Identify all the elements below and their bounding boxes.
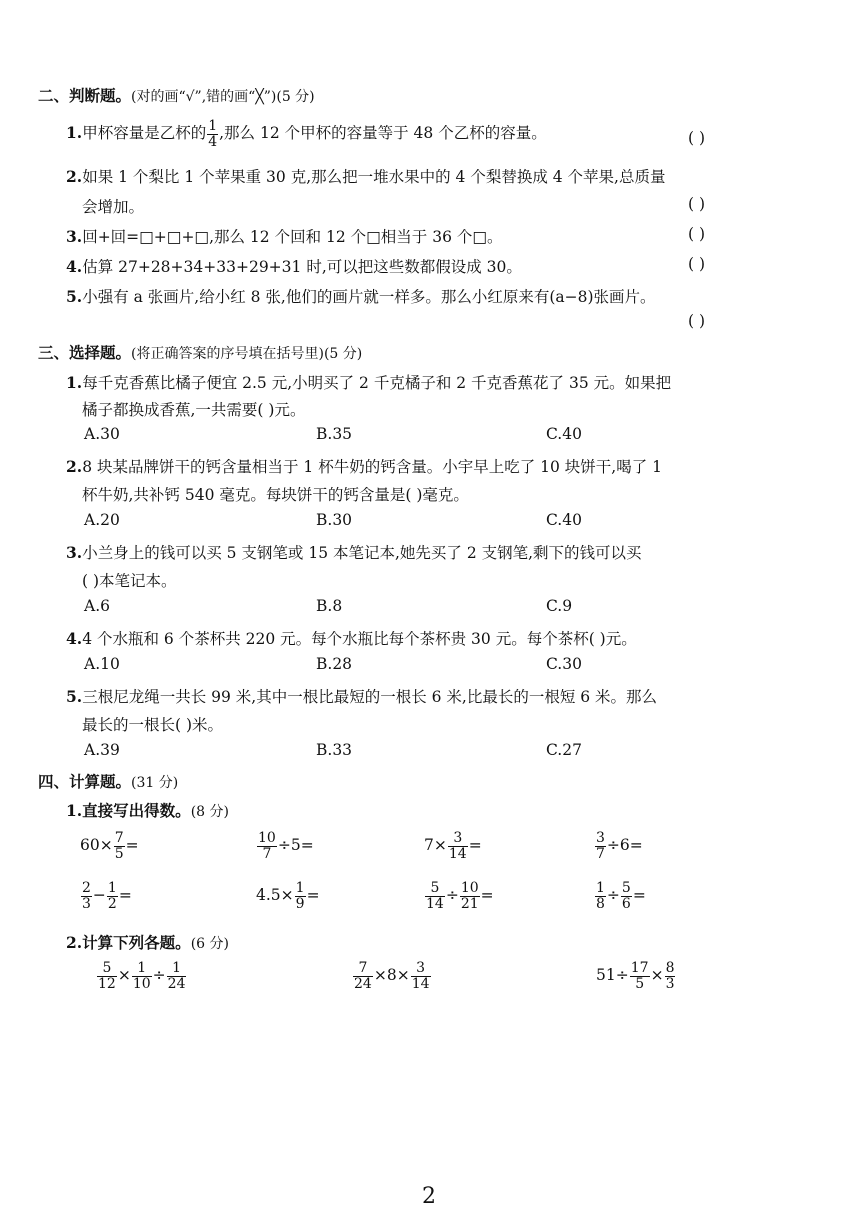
option-c[interactable]: C.40 [546, 511, 582, 529]
judge-question-1 [66, 119, 547, 149]
question-number: 4. [66, 257, 83, 276]
option-b[interactable]: B.8 [316, 597, 343, 615]
expression: 51÷ $\frac{17}{5}$ × $\frac{8}{3}$ [596, 960, 675, 992]
answer-parentheses[interactable]: ( ) [688, 255, 706, 273]
expression: 60× $\frac{7}{5}$ = [80, 830, 139, 862]
section-4-title: 四、计算题。 [38, 772, 132, 791]
choice-question-5 [66, 685, 657, 707]
choice-question-2 [66, 455, 662, 477]
choice-question-1-line-2: 橘子都换成香蕉,一共需要( )元。 [82, 401, 306, 419]
option-c[interactable]: C.30 [546, 655, 582, 673]
option-b[interactable]: B.28 [316, 655, 353, 673]
option-a[interactable]: A.30 [84, 425, 120, 443]
judge-question-2-line-2: 会增加。 [82, 198, 145, 216]
option-b[interactable]: B.35 [316, 425, 353, 443]
question-number: 2. [66, 457, 83, 476]
option-a[interactable]: A.39 [84, 741, 120, 759]
choice-question-3-line-2: ( )本笔记本。 [82, 572, 177, 590]
expression: 4.5× $\frac{1}{9}$ = [256, 880, 320, 912]
answer-parentheses[interactable]: ( ) [688, 312, 706, 330]
section-4-heading [38, 770, 178, 792]
fraction: $\frac{1}{4}$ [208, 118, 218, 150]
question-number: 1. [66, 373, 83, 392]
question-text: 估算 27+28+34+33+29+31 时,可以把这些数都假设成 30。 [82, 258, 522, 276]
expression: $\frac{10}{7}$ ÷5= [258, 830, 314, 862]
judge-question-3 [66, 225, 503, 247]
option-b[interactable]: B.30 [316, 511, 353, 529]
part-1-heading [66, 799, 229, 821]
question-number: 1. [66, 123, 83, 143]
option-c[interactable]: C.40 [546, 425, 582, 443]
question-text: ,那么 12 个甲杯的容量等于 48 个乙杯的容量。 [219, 124, 547, 143]
choice-question-2-line-2: 杯牛奶,共补钙 540 毫克。每块饼干的钙含量是( )毫克。 [82, 486, 469, 504]
part-1-label: 1.直接写出得数。 [66, 801, 191, 820]
question-number: 3. [66, 227, 83, 246]
question-text: 小兰身上的钱可以买 5 支钢笔或 15 本笔记本,她先买了 2 支钢笔,剩下的钱可以买 [82, 544, 642, 562]
part-2-label: 2.计算下列各题。 [66, 933, 191, 952]
answer-parentheses[interactable]: ( ) [688, 129, 706, 147]
question-text: 三根尼龙绳一共长 99 米,其中一根比最短的一根长 6 米,比最长的一根短 6 米。那么 [82, 688, 658, 706]
section-3-title: 三、选择题。 [38, 343, 132, 362]
expression: $\frac{7}{24}$ ×8× $\frac{3}{14}$ [354, 960, 430, 992]
section-3-note: (将正确答案的序号填在括号里)(5 分) [131, 346, 363, 362]
option-c[interactable]: C.27 [546, 741, 582, 759]
question-text: 小强有 a 张画片,给小红 8 张,他们的画片就一样多。那么小红原来有(a−8)张画片。 [82, 288, 656, 306]
option-a[interactable]: A.20 [84, 511, 120, 529]
question-text: 4 个水瓶和 6 个茶杯共 220 元。每个水瓶比每个茶杯贵 30 元。每个茶杯( )元。 [82, 630, 637, 648]
expression: 7× $\frac{3}{14}$ = [424, 830, 482, 862]
section-4-note: (31 分) [131, 775, 179, 791]
question-number: 5. [66, 687, 83, 706]
question-text: 每千克香蕉比橘子便宜 2.5 元,小明买了 2 千克橘子和 2 千克香蕉花了 35 元。如果把 [82, 374, 672, 392]
expression: $\frac{2}{3}$ − $\frac{1}{2}$ = [82, 880, 132, 912]
expression: $\frac{1}{8}$ ÷ $\frac{5}{6}$ = [596, 880, 646, 912]
question-text: 回+回=□+□+□,那么 12 个回和 12 个□相当于 36 个□。 [82, 228, 503, 246]
part-1-note: (8 分) [190, 804, 229, 820]
answer-parentheses[interactable]: ( ) [688, 225, 706, 243]
option-c[interactable]: C.9 [546, 597, 573, 615]
section-2-heading [38, 84, 315, 106]
question-number: 4. [66, 629, 83, 648]
option-a[interactable]: A.6 [84, 597, 110, 615]
expression: $\frac{5}{14}$ ÷ $\frac{10}{21}$ = [426, 880, 494, 912]
section-3-heading [38, 341, 362, 363]
question-number: 3. [66, 543, 83, 562]
option-b[interactable]: B.33 [316, 741, 353, 759]
question-text: 8 块某品牌饼干的钙含量相当于 1 杯牛奶的钙含量。小宇早上吃了 10 块饼干,喝了 1 [82, 458, 662, 476]
choice-question-4 [66, 627, 637, 649]
judge-question-4 [66, 255, 522, 277]
section-2-note: (对的画“√”,错的画“╳”)(5 分) [131, 89, 315, 105]
choice-question-5-line-2: 最长的一根长( )米。 [82, 716, 224, 734]
question-text: 甲杯容量是乙杯的 [82, 124, 207, 143]
section-2-title: 二、判断题。 [38, 86, 132, 105]
choice-question-3 [66, 541, 642, 563]
judge-question-2 [66, 165, 665, 187]
option-a[interactable]: A.10 [84, 655, 120, 673]
question-number: 2. [66, 167, 83, 186]
page-number: 2 [422, 1184, 436, 1209]
question-text: 如果 1 个梨比 1 个苹果重 30 克,那么把一堆水果中的 4 个梨替换成 4 个苹果,总质量 [82, 168, 666, 186]
expression: $\frac{3}{7}$ ÷6= [596, 830, 643, 862]
expression: $\frac{5}{12}$ × $\frac{1}{10}$ ÷ $\frac{1}{24}$ [98, 960, 186, 992]
part-2-note: (6 分) [190, 936, 229, 952]
judge-question-5 [66, 285, 656, 307]
answer-parentheses[interactable]: ( ) [688, 195, 706, 213]
part-2-heading [66, 931, 229, 953]
question-number: 5. [66, 287, 83, 306]
choice-question-1 [66, 371, 671, 393]
